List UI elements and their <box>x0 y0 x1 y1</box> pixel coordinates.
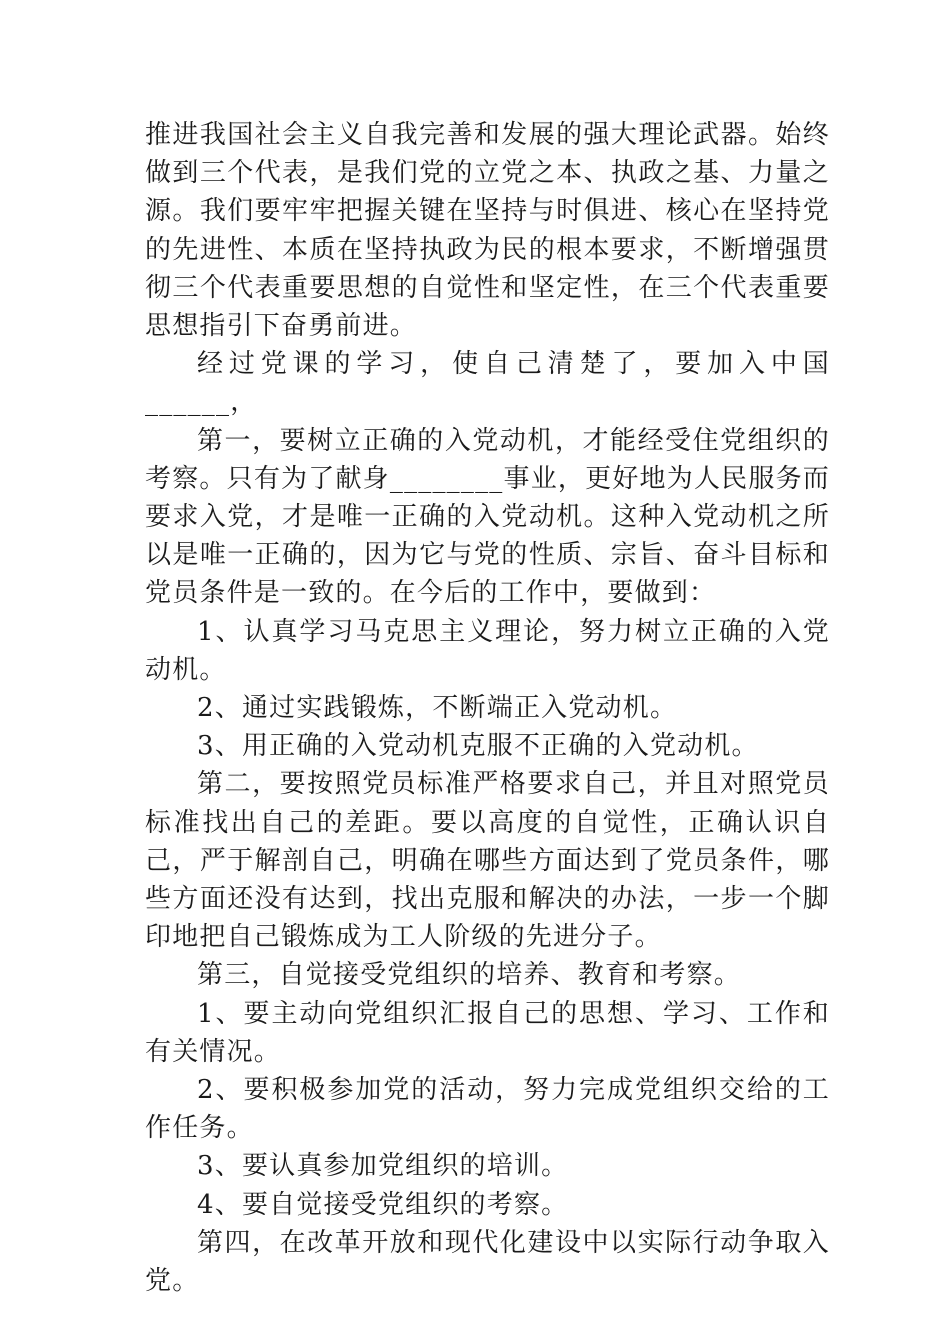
list-item-4-inspection: 4、要自觉接受党组织的考察。 <box>197 1189 569 1220</box>
document-body <box>145 116 830 1300</box>
list-item-1-report: 1、要主动向党组织汇报自己的思想、学习、工作和有关情况。 <box>145 998 830 1067</box>
list-item-2-practice: 2、通过实践锻炼，不断端正入党动机。 <box>197 693 678 724</box>
paragraph-theory-weapon: 推进我国社会主义自我完善和发展的强大理论武器。始终做到三个代表，是我们党的立党之本、执政之基、力量之源。我们要牢牢把握关键在坚持与时俱进、核心在坚持党的先进性、本质在坚持执政为民的根本要求，不断增强贯彻三个代表重要思想的自觉性和坚定性，在三个代表重要思想指引下奋勇前进。 <box>145 120 830 342</box>
paragraph-point-one: 第一，要树立正确的入党动机，才能经受住党组织的考察。只有为了献身________事业，更好地为人民服务而要求入党，才是唯一正确的入党动机。这种入党动机之所以是唯一正确的，因为它与党的性质、宗旨、奋斗目标和党员条件是一致的。在今后的工作中，要做到： <box>145 425 830 609</box>
list-item-3-training: 3、要认真参加党组织的培训。 <box>197 1151 569 1182</box>
paragraph-point-three: 第三，自觉接受党组织的培养、教育和考察。 <box>197 960 742 991</box>
list-item-3-motive: 3、用正确的入党动机克服不正确的入党动机。 <box>197 731 759 762</box>
paragraph-point-four: 第四，在改革开放和现代化建设中以实际行动争取入党。 <box>145 1227 830 1297</box>
list-item-1-study: 1、认真学习马克思主义理论，努力树立正确的入党动机。 <box>145 616 830 685</box>
paragraph-point-two: 第二，要按照党员标准严格要求自己，并且对照党员标准找出自己的差距。要以高度的自觉性，正确认识自己，严于解剖自己，明确在哪些方面达到了党员条件，哪些方面还没有达到，找出克服和解决的办法，一步一个脚印地把自己锻炼成为工人阶级的先进分子。 <box>145 769 830 953</box>
list-item-2-activities: 2、要积极参加党的活动，努力完成党组织交给的工作任务。 <box>145 1075 830 1144</box>
paragraph-party-lesson: 经过党课的学习，使自己清楚了，要加入中国______， <box>145 349 830 418</box>
